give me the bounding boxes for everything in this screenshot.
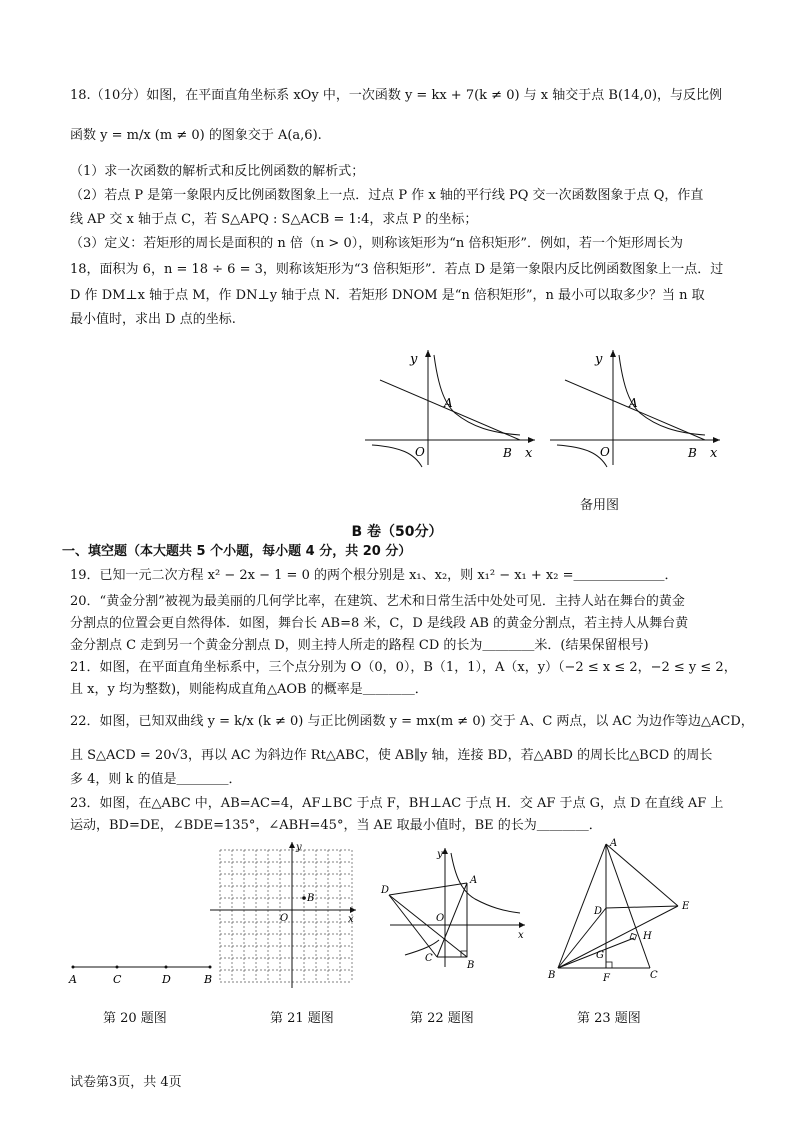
fill-in-header: 一、填空题（本大题共 5 个小题，每小题 4 分，共 20 分）	[62, 544, 412, 559]
g1-y-label: y	[410, 352, 418, 367]
page-footer: 试卷第3页，共 4页	[70, 1075, 182, 1090]
fig21-x-label: x	[348, 914, 354, 925]
fig23-b-label: B	[548, 970, 556, 981]
q20-line-a: 20．“黄金分割”被视为最美丽的几何学比率，在建筑、艺术和日常生活中处处可见．主持人站在舞台的黄金	[70, 594, 685, 609]
fig20-caption: 第 20 题图	[103, 1011, 167, 1026]
fig21-grid	[208, 840, 358, 990]
q21-line-b: 且 x，y 均为整数)，则能构成直角△AOB 的概率是＿＿＿＿．	[70, 682, 428, 697]
g2-y-label: y	[595, 352, 603, 367]
fig23-diagram	[540, 836, 700, 986]
q18-part2-b: 线 AP 交 x 轴于点 C，若 S△APQ : S△ACB = 1:4，求点 P 的坐标；	[70, 212, 478, 227]
q18-part3-d: 最小值时，求出 D 点的坐标.	[70, 312, 236, 327]
q18-part3-b: 18，面积为 6，n = 18 ÷ 6 = 3，则称该矩形为“3 倍积矩形”．若点 D 是第一象限内反比例函数图象上一点．过	[70, 262, 724, 277]
fig21-caption: 第 21 题图	[270, 1011, 334, 1026]
section-b-title: B 卷（50分）	[351, 524, 443, 540]
q21-line-a: 21．如图，在平面直角坐标系中，三个点分别为 O（0，0），B（1，1），A（x，y）（−2 ≤ x ≤ 2，−2 ≤ y ≤ 2，	[70, 660, 737, 675]
fig23-c-label: C	[650, 970, 658, 981]
q19-text: 19．已知一元二次方程 x² − 2x − 1 = 0 的两个根分别是 x₁、x₂，则 x₁² − x₁ + x₂ =＿＿＿＿＿＿＿．	[70, 568, 678, 583]
fig20-a-label: A	[69, 973, 77, 986]
g2-a-label: A	[629, 396, 638, 410]
fig23-f-label: F	[603, 973, 610, 984]
fig23-e-label: E	[682, 901, 690, 912]
fig23-d-label: D	[594, 906, 603, 917]
fig20-d-label: D	[162, 973, 171, 986]
q18-graph-main	[360, 345, 540, 470]
q18-part3-a: （3）定义：若矩形的周长是面积的 n 倍（n > 0），则称该矩形为“n 倍积矩形”．例如，若一个矩形周长为	[70, 236, 684, 251]
fig23-a-label: A	[610, 838, 618, 849]
fig22-origin-label: O	[436, 913, 445, 924]
fig22-c-label: C	[425, 953, 433, 964]
q22-line-c: 多 4，则 k 的值是＿＿＿＿．	[70, 772, 242, 787]
fig20-c-label: C	[113, 973, 122, 986]
fig22-diagram	[375, 845, 530, 970]
g1-a-label: A	[444, 396, 453, 410]
q18-part1: （1）求一次函数的解析式和反比例函数的解析式；	[70, 164, 365, 179]
fig22-x-label: x	[518, 930, 524, 941]
fig22-a-label: A	[470, 875, 478, 886]
fig22-caption: 第 22 题图	[410, 1011, 474, 1026]
fig20-b-label: B	[204, 973, 213, 986]
fig23-caption: 第 23 题图	[577, 1011, 641, 1026]
backup-caption: 备用图	[580, 498, 620, 513]
fig21-origin-label: O	[280, 913, 289, 924]
q20-line-c: 金分割点 C 走到另一个黄金分割点 D，则主持人所走的路程 CD 的长为＿＿＿＿米．(结果保留根号)	[70, 638, 649, 653]
fig22-y-label: y	[437, 849, 443, 860]
g1-x-label: x	[525, 446, 533, 461]
q18-graph-backup	[545, 345, 725, 470]
fig21-b-label: B	[307, 893, 315, 904]
g2-x-label: x	[710, 446, 718, 461]
q22-line-b: 且 S△ACD = 20√3，再以 AC 为斜边作 Rt△ABC，使 AB∥y 轴，连接 BD，若△ABD 的周长比△BCD 的周长	[70, 748, 713, 763]
q18-part3-c: D 作 DM⊥x 轴于点 M，作 DN⊥y 轴于点 N．若矩形 DNOM 是“n 倍积矩形”，n 最小可以取多少？当 n 取	[70, 288, 705, 303]
fig22-d-label: D	[381, 885, 390, 896]
g1-b-label: B	[503, 446, 512, 460]
g1-origin-label: O	[415, 445, 425, 459]
fig23-g-label: G	[596, 950, 604, 961]
fig22-b-label: B	[467, 960, 475, 970]
g2-b-label: B	[688, 446, 697, 460]
g2-origin-label: O	[600, 445, 610, 459]
q18-line1: 18.（10分）如图，在平面直角坐标系 xOy 中，一次函数 y = kx + 7(k ≠ 0) 与 x 轴交于点 B(14,0)，与反比例	[70, 88, 723, 103]
fig20-segment	[65, 955, 225, 990]
fig21-y-label: y	[296, 842, 302, 853]
q23-line-b: 运动，BD=DE，∠BDE=135°，∠ABH=45°，当 AE 取最小值时，BE 的长为＿＿＿＿．	[70, 818, 602, 833]
q23-line-a: 23．如图，在△ABC 中，AB=AC=4，AF⊥BC 于点 F，BH⊥AC 于点 H．交 AF 于点 G，点 D 在直线 AF 上	[70, 796, 724, 811]
q18-part2-a: （2）若点 P 是第一象限内反比例函数图象上一点．过点 P 作 x 轴的平行线 PQ 交一次函数图象于点 Q，作直	[70, 188, 704, 203]
q22-line-a: 22．如图，已知双曲线 y = k/x (k ≠ 0) 与正比例函数 y = mx(m ≠ 0) 交于 A、C 两点，以 AC 为边作等边△ACD，	[70, 714, 754, 729]
q20-line-b: 分割点的位置会更自然得体．如图，舞台长 AB=8 米，C，D 是线段 AB 的黄金分割点，若主持人从舞台黄	[70, 616, 689, 631]
fig23-h-label: H	[643, 931, 652, 942]
q18-line2: 函数 y = m/x (m ≠ 0) 的图象交于 A(a,6).	[70, 128, 322, 143]
